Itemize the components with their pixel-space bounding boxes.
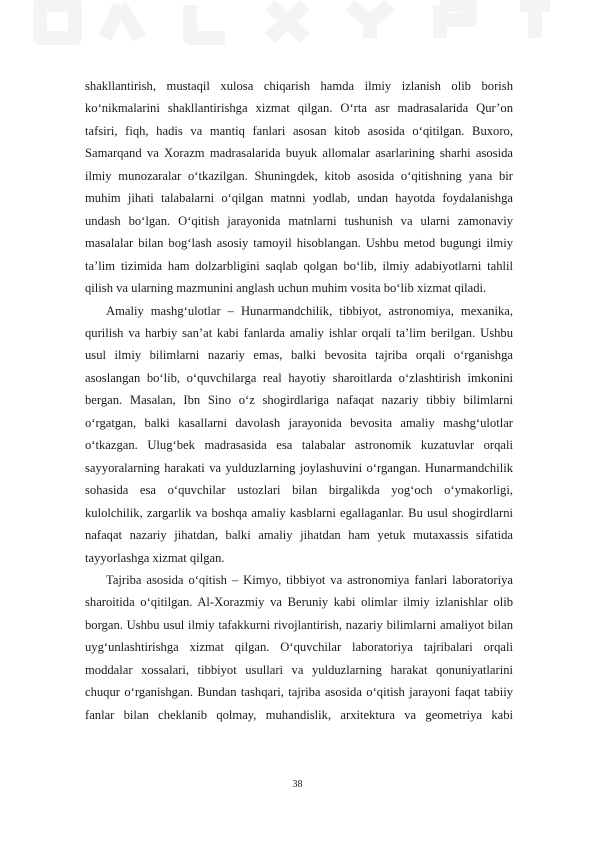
page-number: 38 xyxy=(292,779,303,790)
paragraph-3: Tajriba asosida o‘qitish – Kimyo, tibbiyot va astronomiya fanlari laboratoriya sharoitida o‘qitilgan. Al-Xorazmiy va Beruniy kabi olimlar ilmiy izlanishlar olib borgan. Ushbu usul ilmiy tafakkurni rivojlantirish, nazariy bilimlarni amaliyot bilan uyg‘unlashtirishga xizmat qilgan. O‘quvchilar laboratoriya tajribalari orqali moddalar xossalari, tibbiyot usullari va yulduzlarning harakat qonuniyatlarini chuqur o‘rganishgan. Bundan tashqari, tajriba asosida o‘qitish jarayoni faqat tabiiy fanlar bilan cheklanib qolmay, muhandislik, arxitektura va geometriya kabi xyxy=(85,572,513,722)
page-body xyxy=(85,75,513,726)
paragraph-1: shakllantirish, mustaqil xulosa chiqarish hamda ilmiy izlanish olib borish ko‘nikmalarini shakllantirishga xizmat qilgan. O‘rta asr madrasalarida Qur’on tafsiri, fiqh, hadis va mantiq fanlari asosan kitob asosida o‘qitilgan. Buxoro, Samarqand va Xorazm madrasalarida buyuk allomalar asarlarining sharhi asosida ilmiy munozaralar o‘tkazilgan. Shuningdek, kitob asosida o‘qitishning yana bir muhim jihati talabalarni o‘qilgan matnni yodlab, undan hayotda foydalanishga undash bo‘lgan. O‘qitish jarayonida matnlarni tushunish va ularni zamonaviy masalalar bilan bog‘lash asosiy tamoyil hisoblangan. Ushbu metod bugungi ilmiy ta’lim tizimida ham dolzarbligini saqlab qolgan bo‘lib, ilmiy adabiyotlarni tahlil qilish va ularning mazmunini anglash uchun muhim vosita bo‘lib xizmat qiladi. xyxy=(85,79,513,296)
paragraph-2: Amaliy mashg‘ulotlar – Hunarmandchilik, tibbiyot, astronomiya, mexanika, qurilish va harbiy san’at kabi fanlarda amaliy ishlar orqali ta’lim berilgan. Ushbu usul ilmiy bilimlarni nazariy emas, balki bevosita tajriba orqali o‘rganishga asoslangan bo‘lib, o‘quvchilarga real hayotiy sharoitlarda o‘zlashtirish imkonini bergan. Masalan, Ibn Sino o‘z shogirdlariga nafaqat nazariy tibbiy bilimlarni o‘rgatgan, balki kasallarni davolash jarayonida bevosita amaliy mashg‘ulotlar o‘tkazgan. Ulug‘bek madrasasida esa talabalar astronomik kuzatuvlar orqali sayyoralarning harakati va yulduzlarning joylashuvini o‘rgangan. Hunarmandchilik sohasida esa o‘quvchilar ustozlari bilan birgalikda yog‘och o‘ymakorligi, kulolchilik, zargarlik va boshqa amaliy kasblarni egallaganlar. Bu usul shogirdlarni nafaqat nazariy jihatdan, balki amaliy jihatdan ham yetuk mutaxassis sifatida tayyorlashga xizmat qilgan. xyxy=(85,303,513,565)
